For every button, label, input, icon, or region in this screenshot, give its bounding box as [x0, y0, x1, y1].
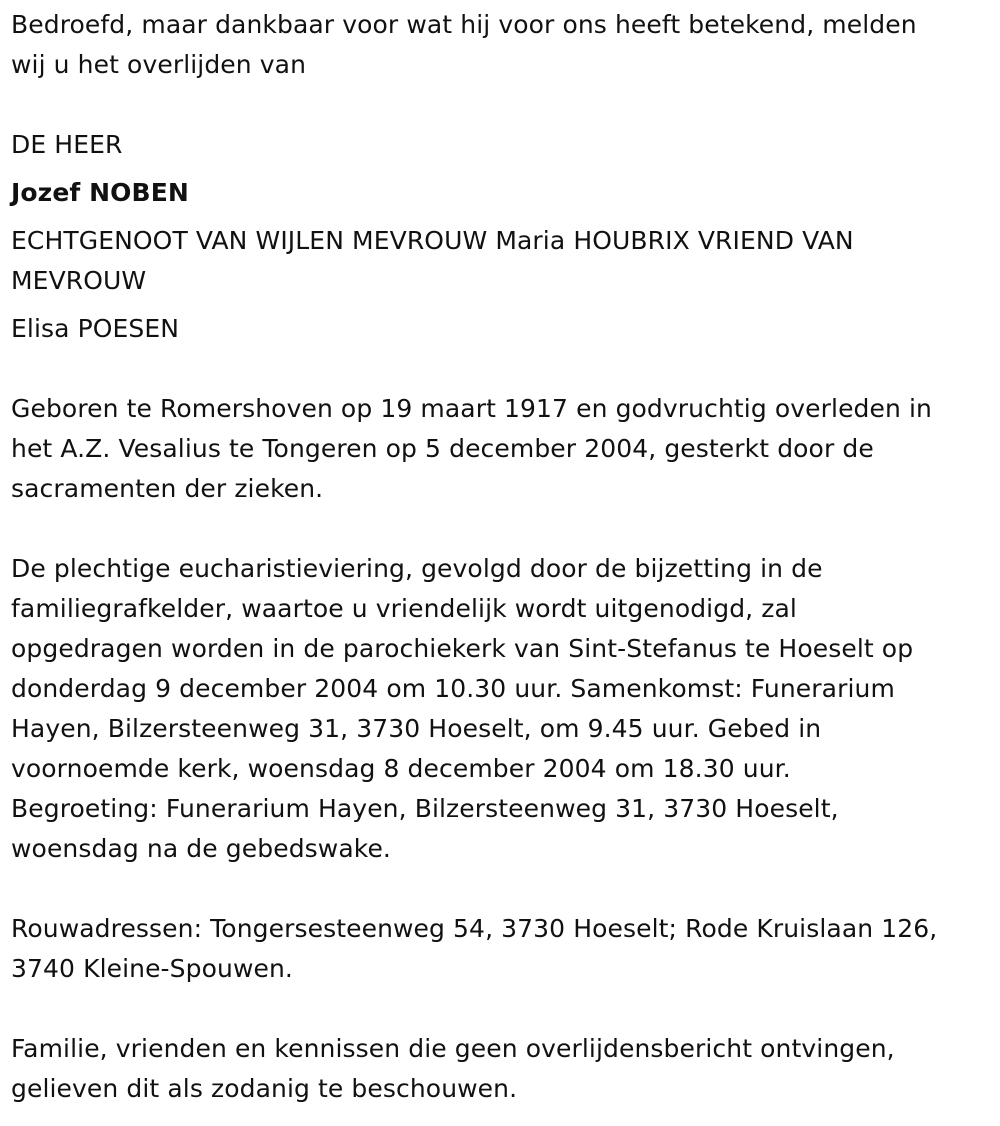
- birth-death-line-2: het A.Z. Vesalius te Tongeren op 5 december 2004, gesterkt door de: [11, 434, 874, 463]
- birth-death-line-1: Geboren te Romershoven op 19 maart 1917 en godvruchtig overleden in: [11, 394, 932, 423]
- relation-line-2: MEVROUW: [11, 266, 147, 295]
- ceremony-line-7: Begroeting: Funerarium Hayen, Bilzersteenweg 31, 3730 Hoeselt,: [11, 794, 839, 823]
- deceased-name: Jozef NOBEN: [11, 178, 189, 207]
- addresses-line-1: Rouwadressen: Tongersesteenweg 54, 3730 Hoeselt; Rode Kruislaan 126,: [11, 914, 938, 943]
- ceremony-line-3: opgedragen worden in de parochiekerk van Sint-Stefanus te Hoeselt op: [11, 634, 914, 663]
- intro-line-2: wij u het overlijden van: [11, 50, 307, 79]
- birth-death-line-3: sacramenten der zieken.: [11, 474, 324, 503]
- ceremony-line-6: voornoemde kerk, woensdag 8 december 2004 om 18.30 uur.: [11, 754, 791, 783]
- addresses-line-2: 3740 Kleine-Spouwen.: [11, 954, 293, 983]
- deceased-title: DE HEER: [11, 130, 123, 159]
- closing-line-2: gelieven dit als zodanig te beschouwen.: [11, 1074, 518, 1103]
- ceremony-line-4: donderdag 9 december 2004 om 10.30 uur. Samenkomst: Funerarium: [11, 674, 895, 703]
- ceremony-line-8: woensdag na de gebedswake.: [11, 834, 391, 863]
- ceremony-line-5: Hayen, Bilzersteenweg 31, 3730 Hoeselt, om 9.45 uur. Gebed in: [11, 714, 822, 743]
- ceremony-line-2: familiegrafkelder, waartoe u vriendelijk wordt uitgenodigd, zal: [11, 594, 797, 623]
- ceremony-line-1: De plechtige eucharistieviering, gevolgd door de bijzetting in de: [11, 554, 823, 583]
- partner-name: Elisa POESEN: [11, 314, 180, 343]
- closing-line-1: Familie, vrienden en kennissen die geen overlijdensbericht ontvingen,: [11, 1034, 895, 1063]
- relation-line-1: ECHTGENOOT VAN WIJLEN MEVROUW Maria HOUBRIX VRIEND VAN: [11, 226, 854, 255]
- intro-line-1: Bedroefd, maar dankbaar voor wat hij voor ons heeft betekend, melden: [11, 10, 917, 39]
